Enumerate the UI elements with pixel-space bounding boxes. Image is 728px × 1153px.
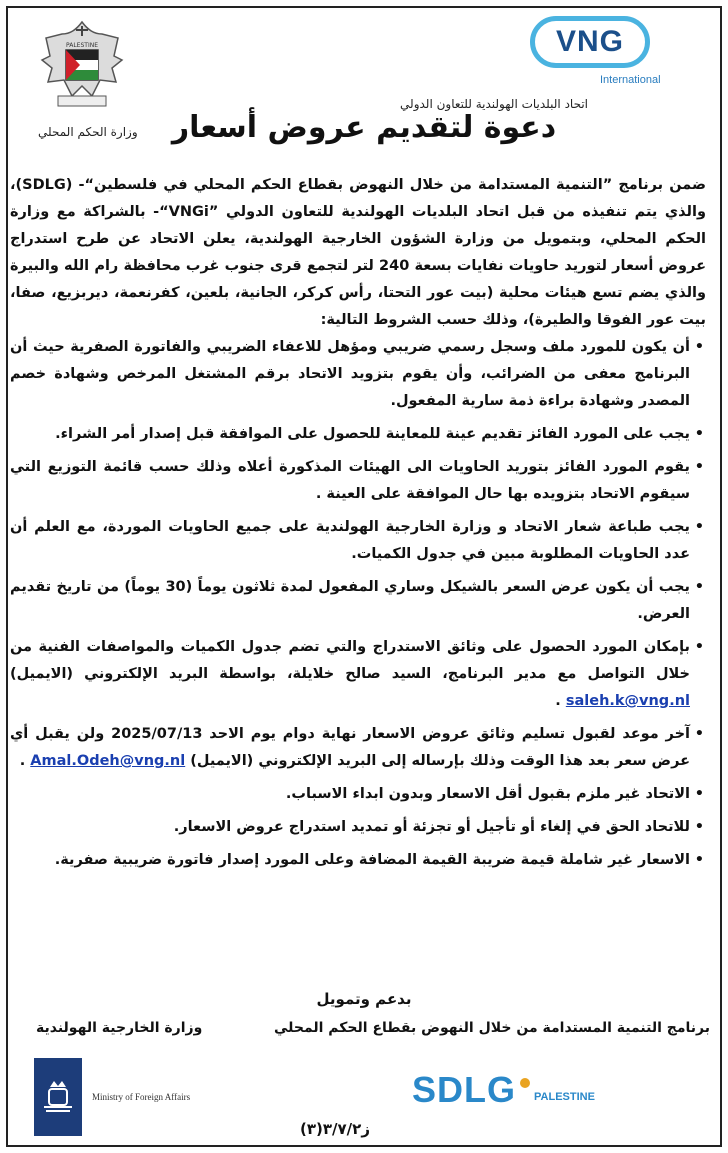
list-item — [10, 721, 690, 775]
list-item — [10, 634, 690, 715]
reference-number: ز٣/٧/٢(٣) — [300, 1120, 370, 1138]
palestine-emblem-icon — [36, 16, 128, 116]
mfa-logo — [34, 1058, 254, 1136]
list-item: • يقوم المورد الفائز بتوريد الحاويات الى الهيئات المذكورة أعلاه وذلك حسب قائمة التوزيع التي سيقوم الاتحاد بتزويده بها حال الموافقة على العينة . — [10, 454, 690, 508]
deadline-text: آخر موعد لقبول تسليم وثائق عروض الاسعار نهاية دوام يوم الاحد 2025/07/13 ولن يقبل أي عرض سعر بعد هذا الوقت وذلك بإرساله إلى البريد الإلكتروني (الايميل) — [10, 726, 690, 769]
docs-end: . — [555, 693, 566, 709]
docs-text: بإمكان المورد الحصول على وثائق الاستدراج والتي تضم جدول الكميات والمواصفات الفنية من خلال التواصل مع مدير البرنامج، السيد صالح خلايلة، بواسطة البريد الإلكتروني (الايميل) — [10, 639, 690, 682]
vng-logo-text: VNG — [555, 25, 624, 58]
list-item: • الاتحاد غير ملزم بقبول أقل الاسعار وبدون ابداء الاسباب. — [10, 781, 690, 808]
deadline-end: . — [19, 753, 31, 769]
list-item: • يجب أن يكون عرض السعر بالشيكل وساري المفعول لمدة ثلاثون يوماً (30 يوماً) من تاريخ تقديم العرض. — [10, 574, 690, 628]
support-heading: بدعم وتمويل — [316, 990, 412, 1008]
list-item: • الاسعار غير شاملة قيمة ضريبة القيمة المضافة وعلى المورد إصدار فاتورة ضريبية صفرية. — [10, 847, 690, 874]
vng-logo-ring — [530, 16, 650, 68]
sdlg-dot-icon — [520, 1078, 530, 1088]
vng-logo — [530, 16, 670, 86]
mfa-label: Ministry of Foreign Affairs — [92, 1092, 191, 1102]
sdlg-logo-sub: PALESTINE — [534, 1091, 595, 1103]
list-item: • يجب طباعة شعار الاتحاد و وزارة الخارجية الهولندية على جميع الحاويات الموردة، مع العلم أن عدد الحاويات المطلوبة مبين في جدول الكميات. — [10, 514, 690, 568]
list-item: • أن يكون للمورد ملف وسجل رسمي ضريبي ومؤهل للاعفاء الضريبي والفاتورة الصفرية حيث أن البرنامج معفى من الضرائب، وأن يقوم بتزويد الاتحاد برقم المشتغل المرخص وشهادة خصم المصدر وشهادة براءة ذمة سارية المفعول. — [10, 334, 690, 415]
conditions-list — [10, 334, 706, 874]
ministry-label: وزارة الحكم المحلي — [38, 125, 138, 139]
announcement-body — [10, 172, 706, 880]
intro-paragraph: ضمن برنامج ”التنمية المستدامة من خلال النهوض بقطاع الحكم المحلي في فلسطين“- (SDLG)، والذي يتم تنفيذه من قبل اتحاد البلديات الهولندية للتعاون الدولي ”VNGi“- بالشراكة مع وزارة الحكم المحلي، وبتمويل من وزارة الشؤون الخارجية الهولندية، يعلن الاتحاد عن طرح استدراج عروض أسعار لتوريد حاويات نفايات بسعة 240 لتر لتجمع قرى جنوب غرب محافظة رام الله والبيرة والذي يضم تسع هيئات محلية (بيت عور التحتا، رأس كركر، الجانية، بلعين، كفرنعمة، ديربزيع، صفا، بيت عور الفوقا والطيرة)، وذلك حسب الشروط التالية: — [10, 177, 706, 328]
email-link-amal[interactable]: Amal.Odeh@vng.nl — [30, 753, 186, 769]
sdlg-logo-text: SDLG — [412, 1069, 517, 1110]
vng-arabic-name: اتحاد البلديات الهولندية للتعاون الدولي — [400, 97, 588, 111]
sponsor-ministry: وزارة الخارجية الهولندية — [36, 1020, 203, 1036]
svg-text:PALESTINE: PALESTINE — [66, 42, 98, 49]
page-title: دعوة لتقديم عروض أسعار — [171, 110, 557, 145]
dutch-crest-icon — [34, 1058, 82, 1136]
sponsor-program: برنامج التنمية المستدامة من خلال النهوض بقطاع الحكم المحلي — [274, 1020, 710, 1036]
list-item: • للاتحاد الحق في إلغاء أو تأجيل أو تجزئة أو تمديد استدراج عروض الاسعار. — [10, 814, 690, 841]
sdlg-logo — [412, 1060, 595, 1120]
email-link-saleh[interactable]: saleh.k@vng.nl — [565, 693, 690, 709]
list-item: • يجب على المورد الفائز تقديم عينة للمعاينة للحصول على الموافقة قبل إصدار أمر الشراء. — [10, 421, 690, 448]
vng-logo-sub: International — [600, 74, 661, 86]
